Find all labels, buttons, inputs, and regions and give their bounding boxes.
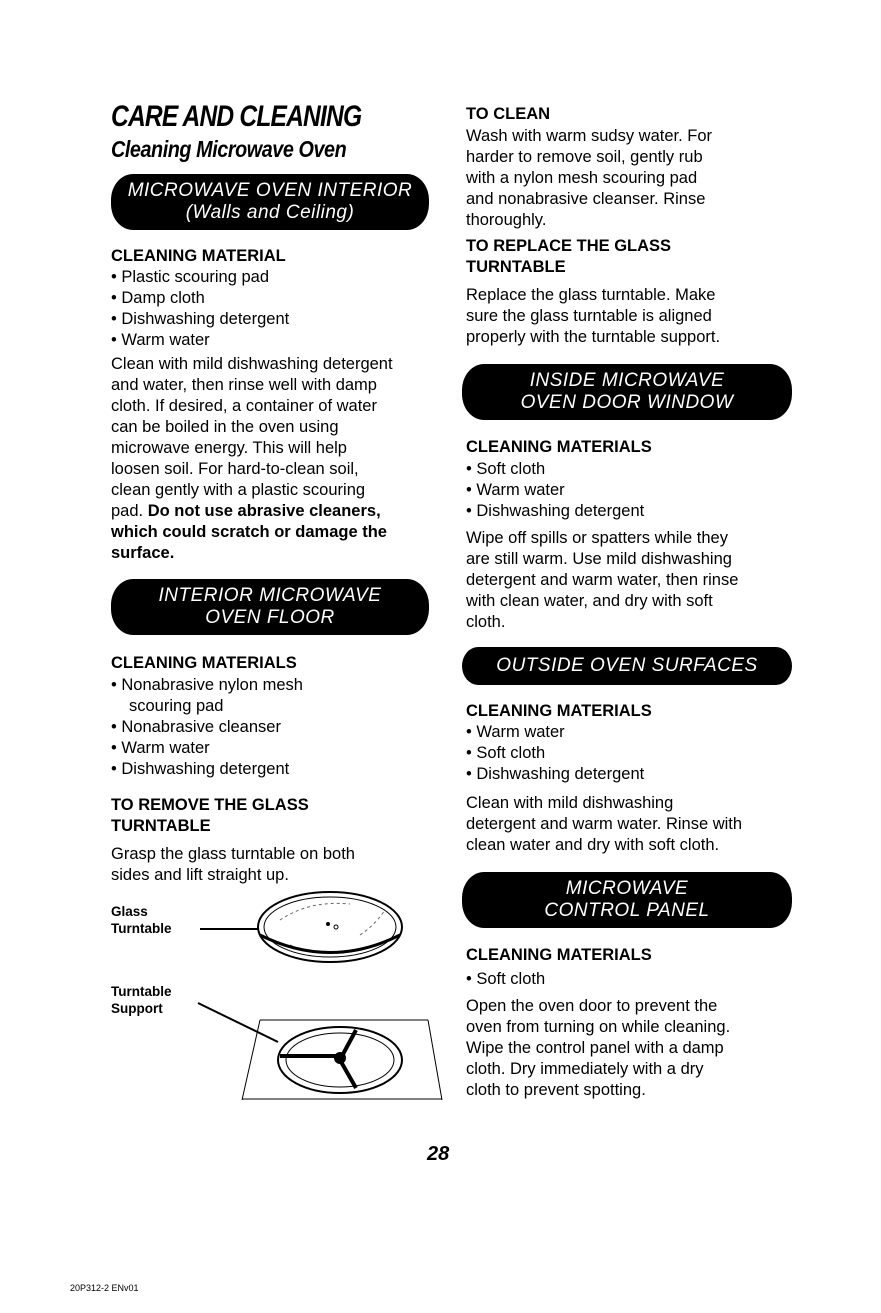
list-item: • Soft cloth bbox=[466, 744, 546, 762]
list-item: • Dishwashing detergent bbox=[111, 310, 290, 328]
materials-list-2 bbox=[111, 675, 303, 780]
list-item: • Warm water bbox=[466, 723, 565, 741]
outside-body: Clean with mild dishwashing detergent and warm water. Rinse with clean water and dry with soft cloth. bbox=[466, 794, 743, 854]
list-item: scouring pad bbox=[129, 697, 224, 715]
door-window-materials-heading: CLEANING MATERIALS bbox=[466, 438, 652, 456]
turntable-illustration bbox=[160, 880, 450, 1100]
replace-turntable-heading: TO REPLACE THE GLASS TURNTABLE bbox=[466, 237, 672, 276]
door-window-body: Wipe off spills or spatters while they are still warm. Use mild dishwashing detergent and warm water, then rinse with clean water, and dry with soft cloth. bbox=[466, 529, 739, 631]
warning-text: Do not use abrasive cleaners, bbox=[147, 502, 381, 520]
interior-body-text: Clean with mild dishwashing detergent and water, then rinse well with damp cloth. If desired, a container of water can be boiled in the oven using microwave energy. This will help loosen soil. For hard-to-clean soil, clean gently with a plastic scouring pad. Do not use abrasive cleaners, which could scratch or damage the surface. bbox=[111, 355, 393, 562]
list-item: • Damp cloth bbox=[111, 289, 205, 307]
page-title: CARE AND CLEANING bbox=[111, 100, 362, 133]
banner-interior-floor: INTERIOR MICROWAVE OVEN FLOOR bbox=[111, 579, 429, 635]
section-title: Cleaning Microwave Oven bbox=[111, 136, 347, 162]
replace-turntable-body: Replace the glass turntable. Make sure the glass turntable is aligned properly with the turntable support. bbox=[466, 286, 721, 346]
banner-interior-walls: MICROWAVE OVEN INTERIOR (Walls and Ceiling) bbox=[111, 174, 429, 230]
list-item: • Nonabrasive nylon mesh bbox=[111, 676, 303, 694]
list-item: • Warm water bbox=[111, 739, 210, 757]
to-clean-body: Wash with warm sudsy water. For harder to remove soil, gently rub with a nylon mesh scouring pad and nonabrasive cleanser. Rinse thoroughly. bbox=[466, 127, 713, 229]
turntable-support-drawing bbox=[242, 1020, 442, 1100]
banner-door-window: INSIDE MICROWAVE OVEN DOOR WINDOW bbox=[462, 364, 792, 420]
turntable-support-label: Turntable Support bbox=[111, 984, 172, 1016]
list-item: • Plastic scouring pad bbox=[111, 268, 270, 286]
remove-turntable-body: Grasp the glass turntable on both sides and lift straight up. bbox=[111, 845, 355, 884]
glass-turntable-label: Glass Turntable bbox=[111, 904, 172, 936]
list-item: • Dishwashing detergent bbox=[466, 765, 645, 783]
banner-outside-surfaces: OUTSIDE OVEN SURFACES bbox=[462, 647, 792, 685]
page-number: 28 bbox=[427, 1143, 450, 1165]
materials-list-1 bbox=[111, 267, 289, 351]
remove-turntable-heading: TO REMOVE THE GLASS TURNTABLE bbox=[111, 796, 309, 835]
document-code: 20P312-2 ENv01 bbox=[70, 1283, 139, 1293]
list-item: • Soft cloth bbox=[466, 460, 546, 478]
cleaning-material-heading: CLEANING MATERIAL bbox=[111, 247, 286, 265]
to-clean-heading: TO CLEAN bbox=[466, 105, 551, 123]
control-panel-materials-heading: CLEANING MATERIALS bbox=[466, 946, 652, 964]
list-item: • Nonabrasive cleanser bbox=[111, 718, 281, 736]
materials-list-3 bbox=[466, 459, 644, 522]
list-item: • Soft cloth bbox=[466, 970, 546, 988]
materials-list-5 bbox=[466, 969, 545, 990]
list-item: • Dishwashing detergent bbox=[111, 760, 290, 778]
cleaning-materials-heading: CLEANING MATERIALS bbox=[111, 654, 297, 672]
banner-control-panel: MICROWAVE CONTROL PANEL bbox=[462, 872, 792, 928]
list-item: • Dishwashing detergent bbox=[466, 502, 645, 520]
list-item: • Warm water bbox=[111, 331, 210, 349]
glass-turntable-drawing bbox=[258, 892, 402, 962]
list-item: • Warm water bbox=[466, 481, 565, 499]
control-panel-body: Open the oven door to prevent the oven from turning on while cleaning. Wipe the control panel with a damp cloth. Dry immediately with a dry cloth to prevent spotting. bbox=[466, 997, 731, 1099]
materials-list-4 bbox=[466, 722, 644, 785]
outside-materials-heading: CLEANING MATERIALS bbox=[466, 702, 652, 720]
